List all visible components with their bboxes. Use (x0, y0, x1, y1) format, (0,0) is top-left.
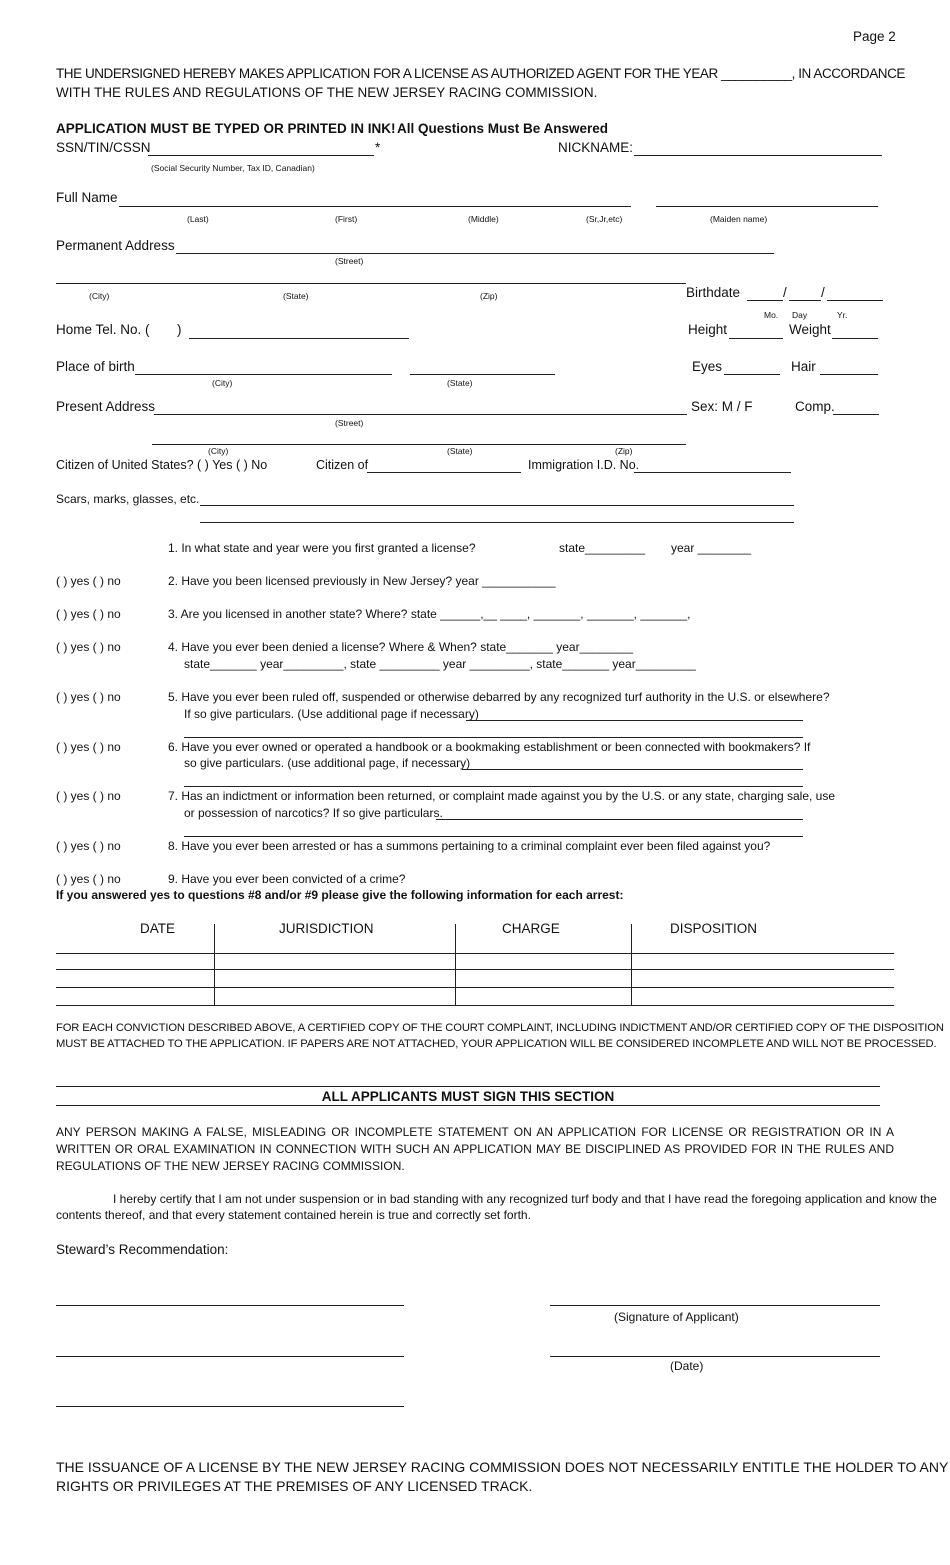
question-6-yes-no[interactable]: ( ) yes ( ) no (56, 740, 121, 754)
question-7-answer-2[interactable] (184, 836, 803, 837)
table-divider (631, 924, 632, 1006)
disclaimer-line-2: RIGHTS OR PRIVILEGES AT THE PREMISES OF ANY LICENSED TRACK. (56, 1478, 533, 1494)
eyes-label: Eyes (692, 359, 723, 374)
section-rule (56, 1086, 880, 1087)
maiden-hint: (Maiden name) (710, 214, 768, 224)
intro-line-2: WITH THE RULES AND REGULATIONS OF THE NEW JERSEY RACING COMMISSION. (56, 85, 598, 100)
weight-label: Weight (789, 322, 831, 337)
ssn-hint: (Social Security Number, Tax ID, Canadian) (151, 163, 315, 173)
birth-year-hint: Yr. (837, 310, 848, 320)
question-5-yes-no[interactable]: ( ) yes ( ) no (56, 690, 121, 704)
question-2: 2. Have you been licensed previously in New Jersey? year ___________ (168, 574, 556, 588)
birth-city-hint: (City) (212, 378, 233, 388)
present-address-label: Present Address (56, 399, 156, 414)
weight-field[interactable] (832, 338, 878, 339)
intro-line-1: THE UNDERSIGNED HEREBY MAKES APPLICATION FOR A LICENSE AS AUTHORIZED AGENT FOR THE YEAR __________, IN ACCORDANCE (56, 66, 905, 81)
complexion-field[interactable] (833, 414, 879, 415)
question-5: 5. Have you ever been ruled off, suspended or otherwise debarred by any recognized turf authority in the U.S. or elsewhere? (168, 690, 830, 704)
birth-day-field[interactable] (789, 300, 821, 301)
place-of-birth-label: Place of birth (56, 359, 135, 374)
permanent-state-hint: (State) (283, 291, 309, 301)
stewards-line-1[interactable] (56, 1305, 404, 1306)
table-header-jurisdiction: JURISDICTION (279, 921, 374, 936)
question-7: 7. Has an indictment or information been returned, or complaint made against you by the U.S. or any state, charging sale, use (168, 789, 836, 803)
table-header-date: DATE (140, 921, 176, 936)
birth-city-field[interactable] (135, 374, 392, 375)
birth-state-field[interactable] (410, 374, 555, 375)
typed-instruction: APPLICATION MUST BE TYPED OR PRINTED IN INK! (56, 121, 396, 136)
birthdate-slash-1: / (783, 285, 787, 300)
disclaimer-line-1: THE ISSUANCE OF A LICENSE BY THE NEW JERSEY RACING COMMISSION DOES NOT NECESSARILY ENTITLE THE HOLDER TO ANY (56, 1459, 949, 1475)
permanent-street-field[interactable] (176, 253, 774, 254)
all-questions-instruction: All Questions Must Be Answered (397, 121, 609, 136)
immigration-id-label: Immigration I.D. No. (528, 458, 640, 472)
question-9: 9. Have you ever been convicted of a crime? (168, 872, 406, 886)
citizen-of-label: Citizen of (316, 458, 369, 472)
question-1-year[interactable]: year ________ (671, 541, 752, 555)
question-6: 6. Have you ever owned or operated a handbook or a bookmaking establishment or been connected with bookmakers? If (168, 740, 811, 754)
permanent-city-hint: (City) (89, 291, 110, 301)
date-line[interactable] (550, 1356, 880, 1357)
full-name-label: Full Name (56, 190, 118, 205)
question-8: 8. Have you ever been arrested or has a summons pertaining to a criminal complaint ever been filed against you? (168, 839, 771, 853)
permanent-zip-hint: (Zip) (480, 291, 498, 301)
certify-line-1: I hereby certify that I am not under suspension or in bad standing with any recognized turf body and that I have read the foregoing application and know the (113, 1192, 937, 1206)
citizen-us-question: Citizen of United States? ( ) Yes ( ) No (56, 458, 268, 472)
last-hint: (Last) (187, 214, 209, 224)
conviction-note-line-2: MUST BE ATTACHED TO THE APPLICATION. IF PAPERS ARE NOT ATTACHED, YOUR APPLICATION WILL BE CONSIDERED INCOMPLETE AND WILL NOT BE PROCESSED. (56, 1038, 937, 1050)
question-1: 1. In what state and year were you first granted a license? (168, 541, 476, 555)
signature-label: (Signature of Applicant) (614, 1310, 739, 1324)
home-tel-label: Home Tel. No. ( (56, 322, 150, 337)
present-city-state-zip-field[interactable] (152, 444, 686, 445)
permanent-street-hint: (Street) (335, 256, 364, 266)
question-4: 4. Have you ever been denied a license? Where & When? state_______ year________ (168, 640, 633, 654)
stewards-line-2[interactable] (56, 1356, 404, 1357)
date-label: (Date) (670, 1359, 704, 1373)
birth-month-hint: Mo. (764, 310, 779, 320)
table-divider (455, 924, 456, 1006)
question-3: 3. Are you licensed in another state? Where? state ______,__ ____, _______, _______, _______, (168, 607, 691, 621)
birthdate-label: Birthdate (686, 285, 741, 300)
present-street-hint: (Street) (335, 418, 364, 428)
certify-line-2: contents thereof, and that every statement contained herein is true and correctly set forth. (56, 1208, 531, 1222)
citizen-of-field[interactable] (367, 472, 521, 473)
table-row[interactable] (56, 969, 894, 970)
birth-day-hint: Day (792, 310, 808, 320)
question-4-yes-no[interactable]: ( ) yes ( ) no (56, 640, 121, 654)
immigration-id-field[interactable] (634, 472, 791, 473)
scars-field-1[interactable] (200, 505, 794, 506)
permanent-city-state-zip-field[interactable] (56, 283, 686, 284)
signature-line[interactable] (550, 1305, 880, 1306)
hair-field[interactable] (820, 374, 878, 375)
table-divider (214, 924, 215, 1006)
question-7-line-2: or possession of narcotics? If so give particulars. (184, 806, 443, 820)
present-street-field[interactable] (154, 414, 687, 415)
birth-year-field[interactable] (827, 300, 883, 301)
ssn-label: SSN/TIN/CSSN (56, 140, 151, 155)
question-6-answer-1[interactable] (462, 769, 803, 770)
nickname-field[interactable] (634, 155, 882, 156)
first-hint: (First) (335, 214, 358, 224)
home-tel-paren: ) (177, 322, 182, 337)
table-header-disposition: DISPOSITION (670, 921, 758, 936)
full-name-field[interactable] (119, 206, 631, 207)
question-6-answer-2[interactable] (184, 786, 803, 787)
sign-section-title: ALL APPLICANTS MUST SIGN THIS SECTION (321, 1089, 615, 1104)
permanent-address-label: Permanent Address (56, 238, 175, 253)
scars-label: Scars, marks, glasses, etc. (56, 492, 200, 506)
present-state-hint: (State) (447, 446, 473, 456)
page-number: Page 2 (853, 29, 896, 44)
conviction-note-line-1: FOR EACH CONVICTION DESCRIBED ABOVE, A CERTIFIED COPY OF THE COURT COMPLAINT, INCLUDING INDICTMENT AND/OR CERTIFIED COPY OF THE DISPOSITION (56, 1022, 944, 1034)
question-5-answer-2[interactable] (184, 737, 803, 738)
home-tel-field[interactable] (189, 338, 409, 339)
question-3-yes-no[interactable]: ( ) yes ( ) no (56, 607, 121, 621)
ssn-required-mark: * (375, 140, 381, 155)
complexion-label: Comp. (795, 399, 835, 414)
section-rule (56, 1105, 880, 1106)
maiden-name-field[interactable] (656, 206, 878, 207)
height-label: Height (688, 322, 728, 337)
question-6-line-2: so give particulars. (use additional page, if necessary) (184, 756, 471, 770)
eyes-field[interactable] (724, 374, 780, 375)
birth-state-hint: (State) (447, 378, 473, 388)
stewards-recommendation-label: Steward’s Recommendation: (56, 1242, 229, 1257)
height-field[interactable] (729, 338, 783, 339)
table-header-charge: CHARGE (502, 921, 560, 936)
question-7-yes-no[interactable]: ( ) yes ( ) no (56, 789, 121, 803)
question-4-line-2: state_______ year_________, state _________ year _________, state_______ year_________ (184, 657, 696, 671)
table-row[interactable] (56, 987, 894, 988)
question-1-state[interactable]: state_________ (559, 541, 646, 555)
present-city-hint: (City) (208, 446, 229, 456)
middle-hint: (Middle) (468, 214, 499, 224)
arrest-instruction: If you answered yes to questions #8 and/or #9 please give the following information for each arrest: (56, 888, 624, 902)
present-zip-hint: (Zip) (615, 446, 633, 456)
question-7-answer-1[interactable] (436, 819, 803, 820)
table-row[interactable] (56, 1005, 894, 1006)
question-9-yes-no[interactable]: ( ) yes ( ) no (56, 872, 121, 886)
sex-label: Sex: M / F (691, 399, 753, 414)
birthdate-slash-2: / (821, 285, 825, 300)
birth-month-field[interactable] (747, 300, 783, 301)
question-5-line-2: If so give particulars. (Use additional page if necessary) (184, 707, 479, 721)
nickname-label: NICKNAME: (558, 140, 634, 155)
question-8-yes-no[interactable]: ( ) yes ( ) no (56, 839, 121, 853)
table-row[interactable] (56, 953, 894, 954)
stewards-line-3[interactable] (56, 1406, 404, 1407)
question-5-answer-1[interactable] (466, 720, 803, 721)
hair-label: Hair (791, 359, 816, 374)
ssn-field[interactable] (148, 155, 374, 156)
false-statement-warning: ANY PERSON MAKING A FALSE, MISLEADING OR INCOMPLETE STATEMENT ON AN APPLICATION FOR LICENSE OR REGISTRATION OR IN A WRITTEN OR ORAL EXAMINATION IN CONNECTION WITH SUCH AN APPLICATION MAY BE DISCIPLINED AS PROVIDED FOR IN THE RULES AND REGULATIONS OF THE NEW JERSEY RACING COMMISSION. (56, 1125, 894, 1173)
suffix-hint: (Sr,Jr,etc) (586, 214, 623, 224)
scars-field-2[interactable] (200, 522, 794, 523)
question-2-yes-no[interactable]: ( ) yes ( ) no (56, 574, 121, 588)
